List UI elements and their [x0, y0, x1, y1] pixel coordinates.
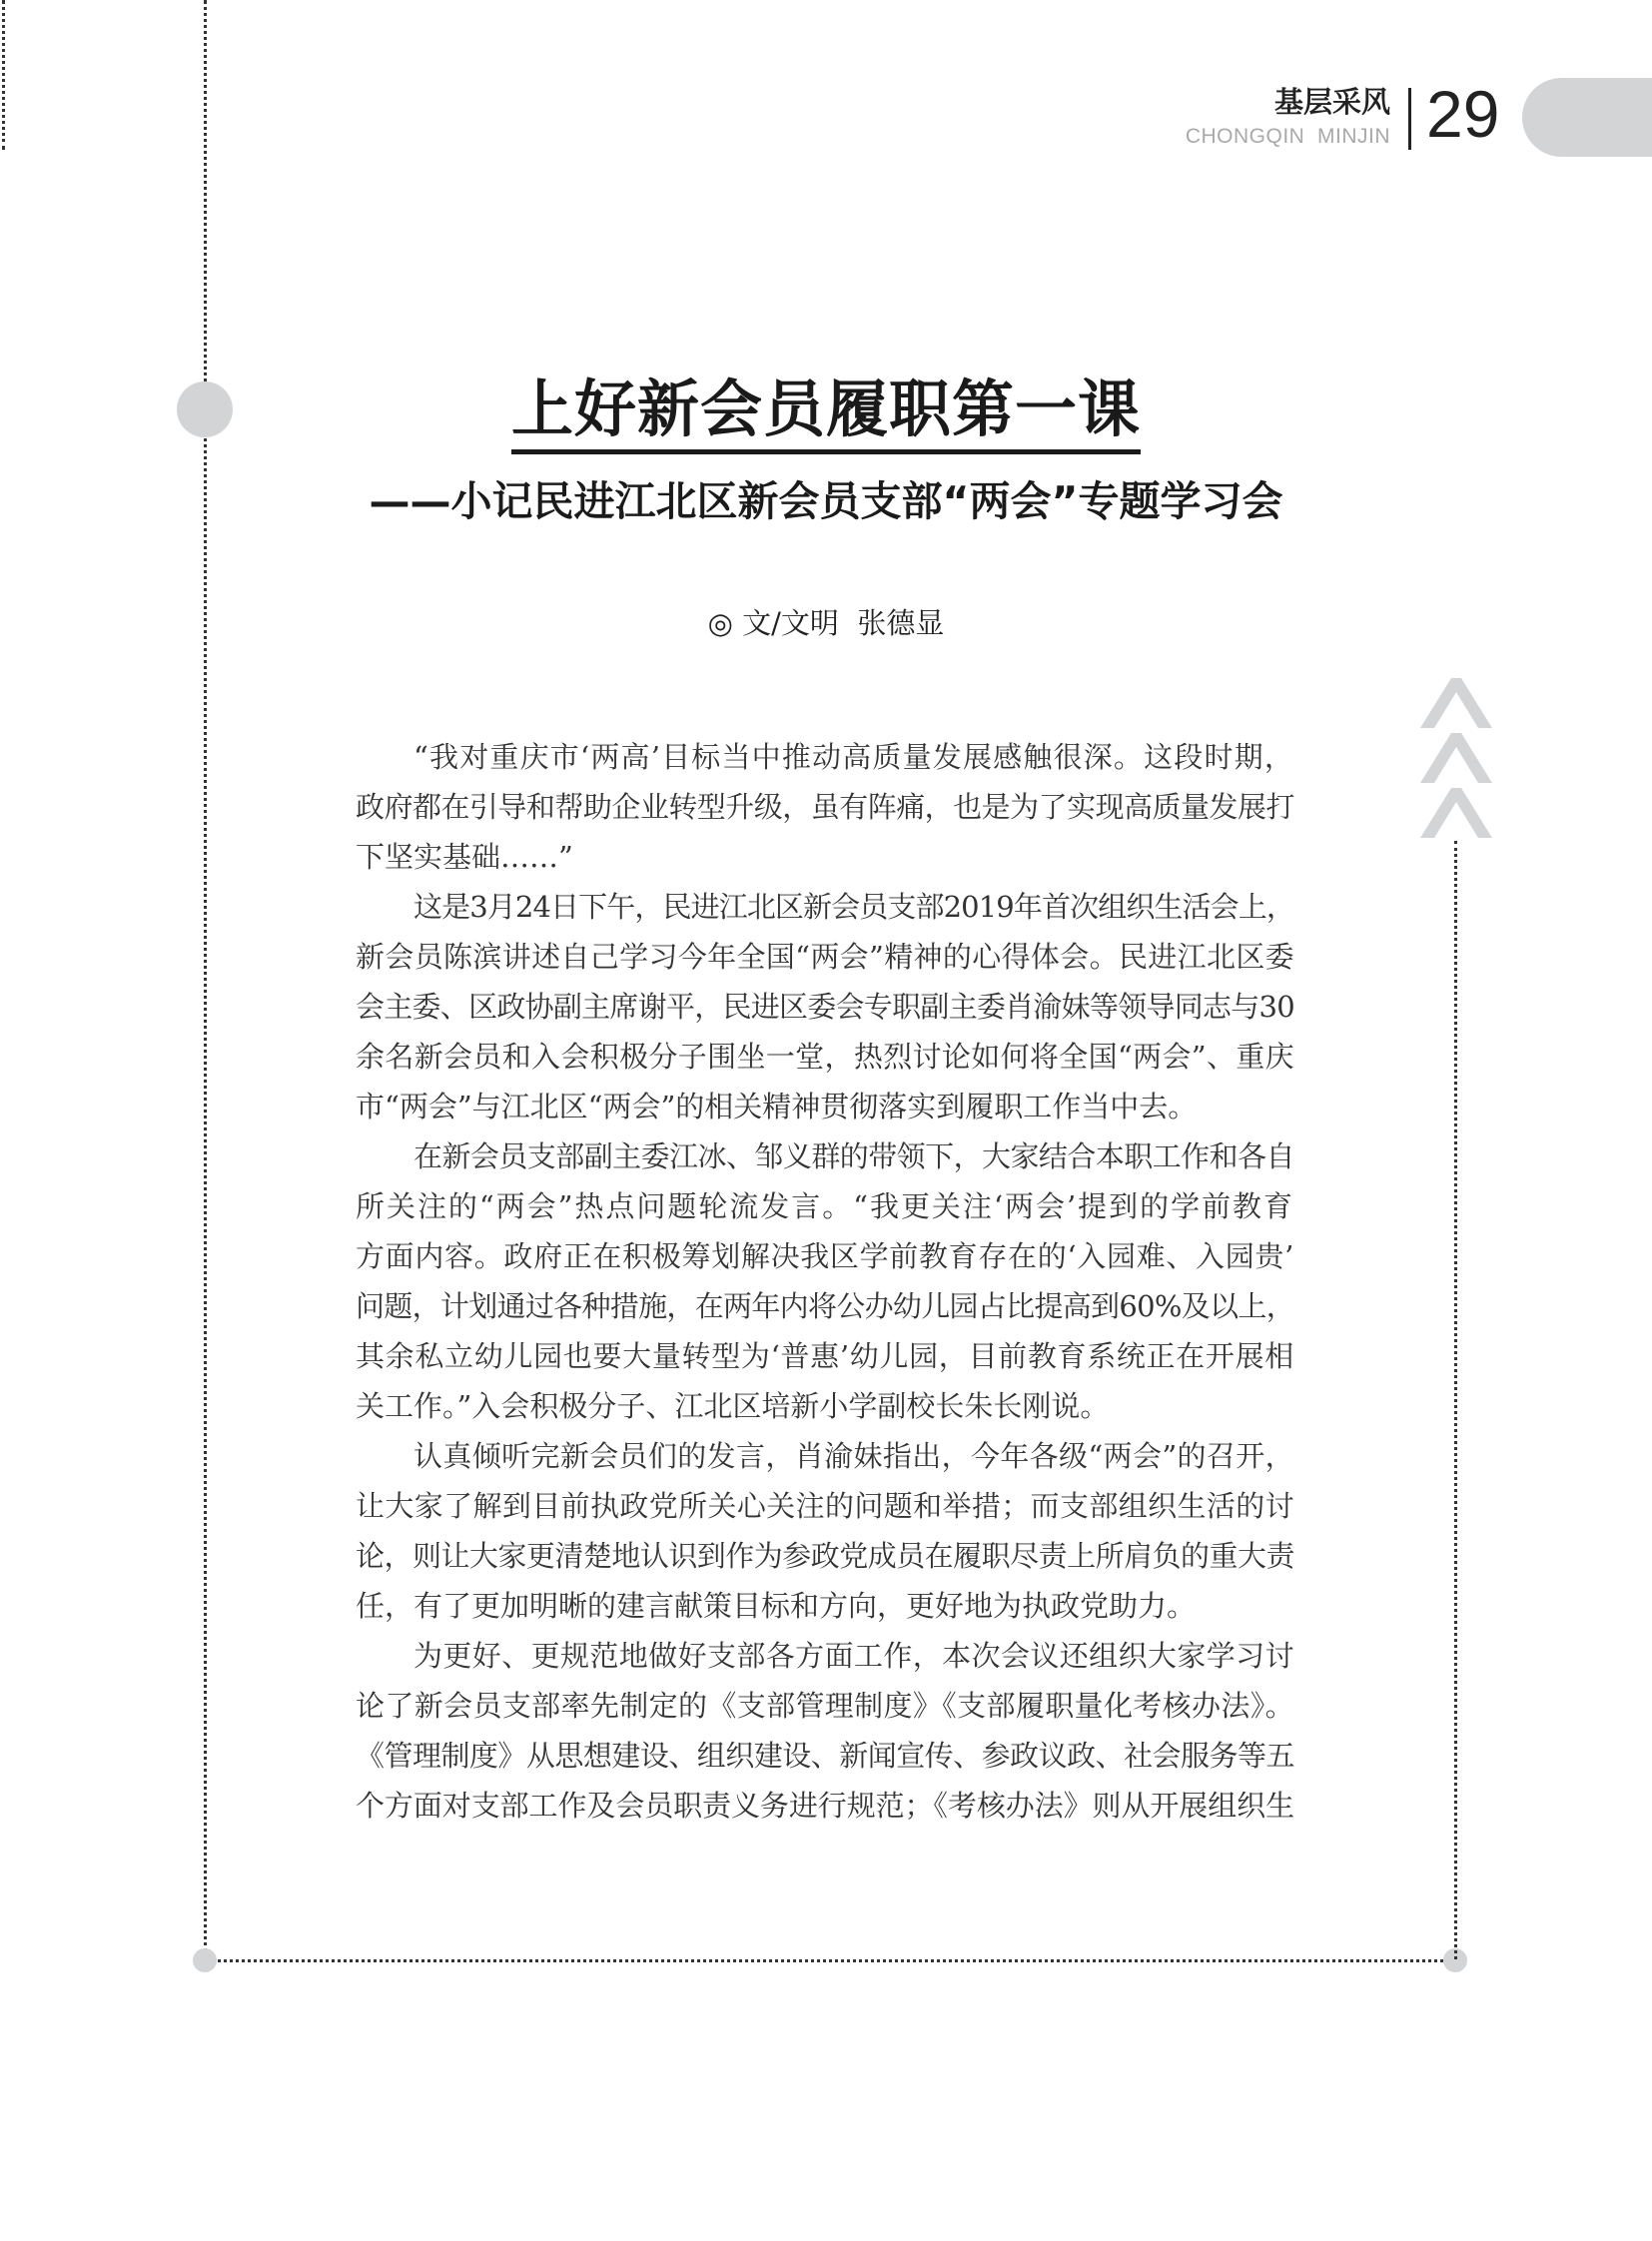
text-line: [356, 1331, 1294, 1381]
text-line: [356, 882, 1294, 932]
article-body: [356, 732, 1294, 1831]
paragraph: [356, 1631, 1294, 1831]
article-title-text: 上好新会员履职第一课: [511, 373, 1141, 454]
text-line: [356, 1431, 1294, 1481]
text-line: [356, 1032, 1294, 1082]
byline: ◎ 文/文明 张德显: [707, 606, 945, 640]
text-line-content: 论，则让大家更清楚地认识到作为参政党成员在履职尽责上所肩负的重大责: [356, 1539, 1294, 1573]
header-divider: [1408, 88, 1411, 150]
text-line-content: 市“两会”与江北区“两会”的相关精神贯彻落实到履职工作当中去。: [356, 1090, 1198, 1123]
text-line-content: 余名新会员和入会积极分子围坐一堂，热烈讨论如何将全国“两会”、重庆: [356, 1040, 1295, 1074]
edge-dotted-mark: [2, 0, 5, 150]
chevron-up-icon: [1420, 678, 1492, 728]
text-line-content: 下坚实基础……”: [356, 840, 573, 874]
text-line: [356, 1131, 1294, 1181]
text-line: [356, 932, 1294, 982]
section-name: 基层采风: [1273, 85, 1390, 119]
chevron-up-icon: [1420, 788, 1492, 838]
paragraph: [356, 1131, 1294, 1431]
text-line-content: 为更好、更规范地做好支部各方面工作，本次会议还组织大家学习讨: [413, 1639, 1294, 1673]
text-line-content: 关工作。”入会积极分子、江北区培新小学副校长朱长刚说。: [356, 1389, 1110, 1423]
text-line: [356, 782, 1294, 832]
bottom-dotted-border: [205, 1959, 1455, 1962]
text-line-content: “我对重庆市‘两高’目标当中推动高质量发展感触很深。这段时期，: [413, 740, 1294, 774]
text-line-content: 这是3月24日下午，民进江北区新会员支部2019年首次组织生活会上，: [413, 890, 1294, 924]
text-line: [356, 1531, 1294, 1581]
bottom-left-circle: [193, 1948, 217, 1972]
text-line: [356, 1231, 1294, 1281]
text-line: [356, 1381, 1294, 1431]
text-line: [356, 982, 1294, 1032]
chevron-up-icons: [1418, 675, 1494, 840]
text-line-content: 方面内容。政府正在积极筹划解决我区学前教育存在的‘入园难、入园贵’: [356, 1239, 1294, 1273]
text-line: [356, 1681, 1294, 1731]
article-subtitle: ——小记民进江北区新会员支部“两会”专题学习会: [369, 477, 1283, 525]
text-line: [356, 732, 1294, 782]
text-line-content: 认真倾听完新会员们的发言，肖渝妹指出，今年各级“两会”的召开，: [413, 1439, 1294, 1473]
page-number: 29: [1426, 77, 1500, 151]
text-line: [356, 1631, 1294, 1681]
text-line: [356, 1082, 1294, 1131]
chevron-up-icon: [1420, 733, 1492, 783]
text-line: [356, 1781, 1294, 1831]
text-line-content: 在新会员支部副主委江冰、邹义群的带领下，大家结合本职工作和各自: [413, 1139, 1294, 1173]
text-line-content: 其余私立幼儿园也要大量转型为‘普惠’幼儿园，目前教育系统正在开展相: [356, 1339, 1294, 1373]
right-dotted-border: [1454, 841, 1457, 1959]
left-dotted-border: [204, 0, 207, 1959]
text-line-content: 个方面对支部工作及会员职责义务进行规范；《考核办法》则从开展组织生: [356, 1789, 1294, 1823]
paragraph: [356, 1431, 1294, 1631]
text-line-content: 政府都在引导和帮助企业转型升级，虽有阵痛，也是为了实现高质量发展打: [356, 790, 1294, 824]
paragraph: [356, 732, 1294, 882]
text-line: [356, 1481, 1294, 1531]
text-line: [356, 1581, 1294, 1631]
text-line-content: 新会员陈滨讲述自己学习今年全国“两会”精神的心得体会。民进江北区委: [356, 940, 1295, 974]
article-title: [0, 372, 1652, 447]
text-line-content: 会主委、区政协副主席谢平，民进区委会专职副主委肖渝妹等领导同志与30: [356, 990, 1294, 1024]
text-line: [356, 832, 1294, 882]
text-line: [356, 1181, 1294, 1231]
magazine-name: CHONGQIN MINJIN: [1185, 125, 1390, 148]
text-line: [356, 1281, 1294, 1331]
paragraph: [356, 882, 1294, 1131]
text-line: [356, 1731, 1294, 1781]
text-line-content: 任，有了更加明晰的建言献策目标和方向，更好地为执政党助力。: [356, 1589, 1197, 1623]
text-line-content: 论了新会员支部率先制定的《支部管理制度》《支部履职量化考核办法》。: [356, 1689, 1294, 1723]
text-line-content: 让大家了解到目前执政党所关心关注的问题和举措；而支部组织生活的讨: [356, 1489, 1295, 1523]
text-line-content: 《管理制度》从思想建设、组织建设、新闻宣传、参政议政、社会服务等五: [356, 1739, 1294, 1773]
text-line-content: 问题，计划通过各种措施，在两年内将公办幼儿园占比提高到60%及以上，: [356, 1289, 1294, 1323]
text-line-content: 所关注的“两会”热点问题轮流发言。“我更关注‘两会’提到的学前教育: [356, 1189, 1294, 1223]
page-tab-decoration: [1522, 78, 1652, 157]
